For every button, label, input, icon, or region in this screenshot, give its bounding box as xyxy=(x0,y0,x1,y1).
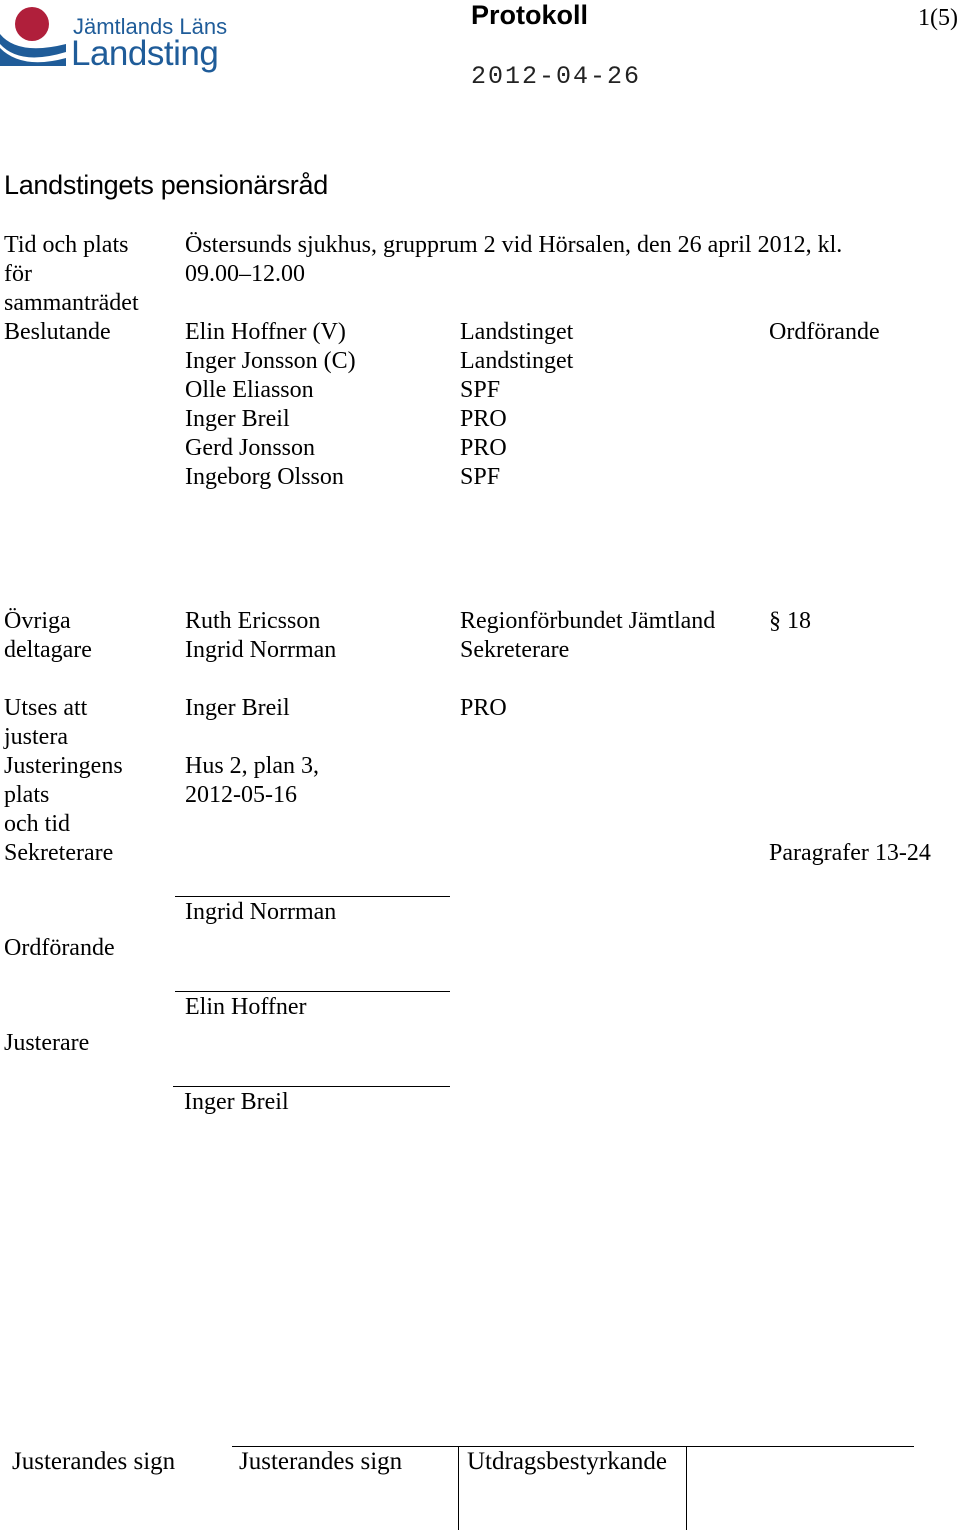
member-name: Gerd Jonsson xyxy=(185,435,315,461)
chair-name: Elin Hoffner xyxy=(185,994,307,1020)
adjuster-signature-line xyxy=(173,1086,450,1087)
footer-divider xyxy=(686,1446,687,1530)
member-org: SPF xyxy=(460,464,501,490)
member-org: PRO xyxy=(460,406,507,432)
other-participants-label xyxy=(4,607,92,665)
member-name: Inger Breil xyxy=(185,406,290,432)
member-org: SPF xyxy=(460,377,501,403)
chair-signature-line xyxy=(175,991,450,992)
adjustment-place-value-line: 2012-05-16 xyxy=(185,782,297,808)
meeting-value-line: Östersunds sjukhus, grupprum 2 vid Hörsalen, den 26 april 2012, kl. xyxy=(185,232,843,258)
other-participants-label-line: Övriga xyxy=(4,608,71,634)
meeting-label-line: för xyxy=(4,261,32,287)
page-number: 1(5) xyxy=(918,5,958,31)
secretary-signature-line xyxy=(175,896,450,897)
member-org: Landstinget xyxy=(460,319,574,345)
adjuster-sign-name: Inger Breil xyxy=(184,1089,289,1115)
landsting-logo-mark-icon xyxy=(0,4,68,68)
landsting-logo xyxy=(0,0,230,80)
document-date: 2012-04-26 xyxy=(471,62,642,91)
footer-divider xyxy=(458,1446,459,1530)
other-participants-names xyxy=(185,607,336,665)
participant-org: Regionförbundet Jämtland xyxy=(460,608,716,634)
secretary-name: Ingrid Norrman xyxy=(185,899,337,925)
member-name: Inger Jonsson (C) xyxy=(185,348,356,374)
chair-label: Ordförande xyxy=(4,935,115,961)
adjustment-place-value xyxy=(185,752,319,810)
adjuster-label xyxy=(4,694,87,752)
other-participants-label-line: deltagare xyxy=(4,637,92,663)
logo-text-line2: Landsting xyxy=(71,34,219,73)
other-participants-orgs xyxy=(460,607,715,665)
footer-top-rule xyxy=(232,1446,914,1447)
decision-makers-orgs xyxy=(460,318,573,492)
document-title: Protokoll xyxy=(471,0,589,30)
adjustment-place-label xyxy=(4,752,123,839)
adjustment-place-label-line: och tid xyxy=(4,811,70,837)
adjustment-place-value-line: Hus 2, plan 3, xyxy=(185,753,319,779)
adjustment-place-label-line: Justeringens xyxy=(4,753,123,779)
council-heading: Landstingets pensionärsråd xyxy=(4,170,328,200)
member-name: Olle Eliasson xyxy=(185,377,314,403)
member-org: Landstinget xyxy=(460,348,574,374)
secretary-label: Sekreterare xyxy=(4,840,114,866)
adjustment-place-label-line: plats xyxy=(4,782,50,808)
paragraphs-range: Paragrafer 13-24 xyxy=(769,840,931,866)
adjuster-label-line: Utses att xyxy=(4,695,88,721)
chair-role: Ordförande xyxy=(769,319,880,345)
adjuster-sign-label: Justerare xyxy=(4,1030,90,1056)
meeting-value xyxy=(185,231,842,289)
meeting-label-line: Tid och plats xyxy=(4,232,129,258)
footer-cell-extract-certification: Utdragsbestyrkande xyxy=(467,1448,667,1475)
meeting-value-line: 09.00–12.00 xyxy=(185,261,305,287)
meeting-label-line: sammanträdet xyxy=(4,290,139,316)
participant-name: Ingrid Norrman xyxy=(185,637,337,663)
member-org: PRO xyxy=(460,435,507,461)
participant-paragraph-note: § 18 xyxy=(769,608,811,634)
decision-makers-label: Beslutande xyxy=(4,319,111,345)
adjuster-org: PRO xyxy=(460,695,507,721)
footer-cell-adjuster-sign-1: Justerandes sign xyxy=(12,1448,176,1475)
participant-org: Sekreterare xyxy=(460,637,570,663)
member-name: Ingeborg Olsson xyxy=(185,464,344,490)
participant-name: Ruth Ericsson xyxy=(185,608,321,634)
adjuster-label-line: justera xyxy=(4,724,68,750)
adjuster-name: Inger Breil xyxy=(185,695,290,721)
meeting-label xyxy=(4,231,139,318)
logo-text-line1: Jämtlands Läns xyxy=(73,14,228,39)
footer-cell-adjuster-sign-2: Justerandes sign xyxy=(239,1448,403,1475)
decision-makers-names xyxy=(185,318,356,492)
member-name: Elin Hoffner (V) xyxy=(185,319,346,345)
